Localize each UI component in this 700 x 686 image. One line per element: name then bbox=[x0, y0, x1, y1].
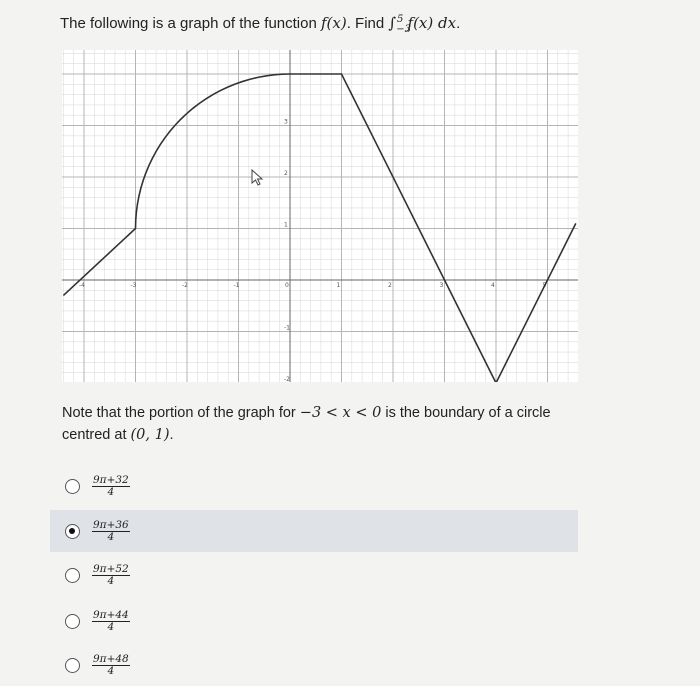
note-condition: −3 < x < 0 bbox=[299, 405, 382, 421]
denominator-3: 4 bbox=[107, 574, 115, 587]
answer-fraction-4 bbox=[92, 610, 130, 633]
numerator-5: 9π+48 bbox=[93, 652, 129, 665]
question-middle: . Find bbox=[346, 15, 389, 32]
note-part-2: is the boundary of a circle centred at bbox=[62, 405, 551, 443]
x-tick-label: 2 bbox=[388, 282, 392, 289]
x-tick-label: -1 bbox=[233, 282, 240, 289]
x-tick-label: -3 bbox=[130, 282, 137, 289]
question-prefix: The following is a graph of the function bbox=[60, 15, 321, 32]
integrand: f(x) dx bbox=[407, 14, 457, 32]
denominator-2: 4 bbox=[107, 530, 115, 543]
graph-background bbox=[62, 50, 578, 382]
integral-sign: ∫ bbox=[388, 14, 397, 32]
integral-lower-limit: −3 bbox=[396, 24, 411, 35]
function-name: f(x) bbox=[321, 14, 347, 32]
radio-button-2[interactable] bbox=[65, 524, 80, 539]
function-graph bbox=[62, 50, 578, 382]
note-part-3: . bbox=[169, 427, 174, 443]
note-part-1: Note that the portion of the graph for bbox=[62, 405, 300, 421]
answer-fraction-5 bbox=[92, 654, 130, 677]
graph-svg bbox=[62, 50, 578, 382]
radio-button-1[interactable] bbox=[65, 479, 80, 494]
x-tick-label: 3 bbox=[439, 282, 444, 289]
radio-button-5[interactable] bbox=[65, 658, 80, 673]
x-tick-label: -2 bbox=[182, 282, 188, 289]
question-text bbox=[60, 14, 460, 35]
denominator-1: 4 bbox=[107, 485, 115, 498]
answer-option-1[interactable] bbox=[50, 465, 578, 507]
numerator-1: 9π+32 bbox=[93, 473, 129, 486]
answer-option-2[interactable] bbox=[50, 510, 578, 552]
answer-option-4[interactable] bbox=[50, 600, 578, 642]
integral-upper-limit: 5 bbox=[396, 14, 404, 25]
answer-option-3[interactable] bbox=[50, 554, 578, 596]
numerator-2: 9π+36 bbox=[93, 518, 129, 531]
x-tick-label: 1 bbox=[336, 282, 341, 289]
question-suffix: . bbox=[456, 15, 461, 32]
y-tick-label: -2 bbox=[284, 376, 290, 382]
x-tick-label: 5 bbox=[542, 282, 547, 289]
x-tick-label: -4 bbox=[79, 282, 85, 289]
answer-fraction-3 bbox=[92, 564, 130, 587]
numerator-4: 9π+44 bbox=[93, 608, 129, 621]
denominator-4: 4 bbox=[107, 620, 115, 633]
x-tick-label: 4 bbox=[491, 282, 495, 289]
numerator-3: 9π+52 bbox=[93, 562, 129, 575]
radio-button-4[interactable] bbox=[65, 614, 80, 629]
y-tick-label: 1 bbox=[284, 221, 288, 229]
note-center: (0, 1) bbox=[130, 427, 170, 443]
y-tick-label: 2 bbox=[284, 170, 288, 177]
denominator-4-b: 4 bbox=[107, 664, 115, 677]
x-tick-label: 0 bbox=[285, 282, 289, 289]
radio-button-3[interactable] bbox=[65, 568, 80, 583]
answer-fraction-1 bbox=[92, 475, 130, 498]
answer-option-5[interactable] bbox=[50, 644, 578, 686]
note-text bbox=[62, 402, 582, 446]
y-tick-label: 3 bbox=[284, 118, 288, 126]
answer-fraction-2 bbox=[92, 520, 130, 543]
y-tick-label: -1 bbox=[284, 324, 290, 332]
